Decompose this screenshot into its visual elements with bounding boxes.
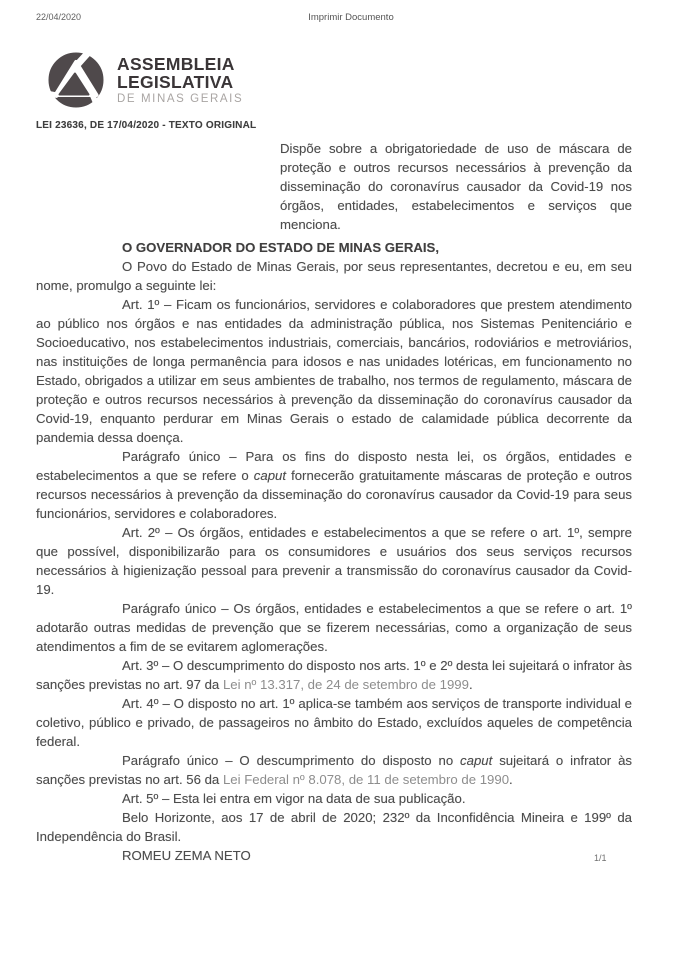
law-paragraph-art4: Art. 4º – O disposto no art. 1º aplica-se também aos serviços de transporte individual e coletivo, público e privado, de passageiros no âmbito do Estado, excluídos aqueles de competência federal. <box>36 696 632 749</box>
logo-line-de-minas-gerais: DE MINAS GERAIS <box>117 93 244 105</box>
logo-line-legislativa: LEGISLATIVA <box>117 72 234 92</box>
law-paragraph-art5: Art. 5º – Esta lei entra em vigor na data de sua publicação. <box>122 791 466 806</box>
law-title: LEI 23636, DE 17/04/2020 - TEXTO ORIGINAL <box>36 120 257 131</box>
law-ementa: Dispõe sobre a obrigatoriedade de uso de máscara de proteção e outros recursos necessários à prevenção da disseminação do coronavírus causador da Covid-19 nos órgãos, entidades, estabelecimentos e serviços que menciona. <box>280 141 632 232</box>
law-paragraph-art1: Art. 1º – Ficam os funcionários, servidores e colaboradores que prestem atendimento ao público nos órgãos e nas entidades da administração pública, nos Sistemas Penitenciário e Socioeducativo, nos estabelecimentos industriais, comerciais, bancários, rodoviários e metroviários, nas instituições de longa permanência para idosos e nas unidades lotéricas, em funcionamento no Estado, obrigados a utilizar em seus ambientes de trabalho, nos termos de regulamento, máscara de proteção e outros recursos necessários à prevenção da disseminação do coronavírus causador da Covid-19, enquanto perdurar em Minas Gerais o estado de calamidade pública decorrente da pandemia dessa doença. <box>36 297 632 445</box>
law-paragraph-art2-paragrafo-unico: Parágrafo único – Os órgãos, entidades e estabelecimentos a que se refere o art. 1º adotarão outras medidas de prevenção que se fizerem necessárias, como a organização de seus atendimentos a fim de se evitarem aglomerações. <box>36 601 632 654</box>
law-paragraph-art1-paragrafo-unico: Parágrafo único – Para os fins do disposto nesta lei, os órgãos, entidades e estabelecimentos a que se refere o caput fornecerão gratuitamente máscaras de proteção e outros recursos necessários à prevenção da disseminação do coronavírus causador da Covid-19 para seus funcionários, servidores e colaboradores. <box>36 449 632 521</box>
law-paragraph-promulgation: O Povo do Estado de Minas Gerais, por seus representantes, decretou e eu, em seu nome, promulgo a seguinte lei: <box>36 259 632 293</box>
logo-line-assembleia: ASSEMBLEIA <box>117 54 235 74</box>
logo-wordmark <box>117 50 243 107</box>
print-header-title: Imprimir Documento <box>308 12 394 23</box>
almg-logo <box>46 50 243 110</box>
law-paragraph-art4-paragrafo-unico: Parágrafo único – O descumprimento do disposto no caput sujeitará o infrator às sanções previstas no art. 56 da Lei Federal nº 8.078, de 11 de setembro de 1990. <box>36 753 632 787</box>
almg-triangle-logo-icon <box>46 50 106 110</box>
law-text <box>36 139 632 865</box>
page-number: 1/1 <box>594 853 607 863</box>
law-paragraph-art3: Art. 3º – O descumprimento do disposto nos arts. 1º e 2º desta lei sujeitará o infrator às sanções previstas no art. 97 da Lei nº 13.317, de 24 de setembro de 1999. <box>36 658 632 692</box>
law-paragraph-closing-date: Belo Horizonte, aos 17 de abril de 2020; 232º da Inconfidência Mineira e 199º da Independência do Brasil. <box>36 810 632 844</box>
opening-line: O GOVERNADOR DO ESTADO DE MINAS GERAIS, <box>122 240 440 255</box>
law-paragraph-art2: Art. 2º – Os órgãos, entidades e estabelecimentos a que se refere o art. 1º, sempre que possível, disponibilizarão para os consumidores e usuários dos seus serviços recursos necessários à higienização pessoal para prevenir a transmissão do coronavírus causador da Covid-19. <box>36 525 632 597</box>
print-date: 22/04/2020 <box>36 12 82 22</box>
signature-romeu-zema-neto: ROMEU ZEMA NETO <box>122 848 251 863</box>
